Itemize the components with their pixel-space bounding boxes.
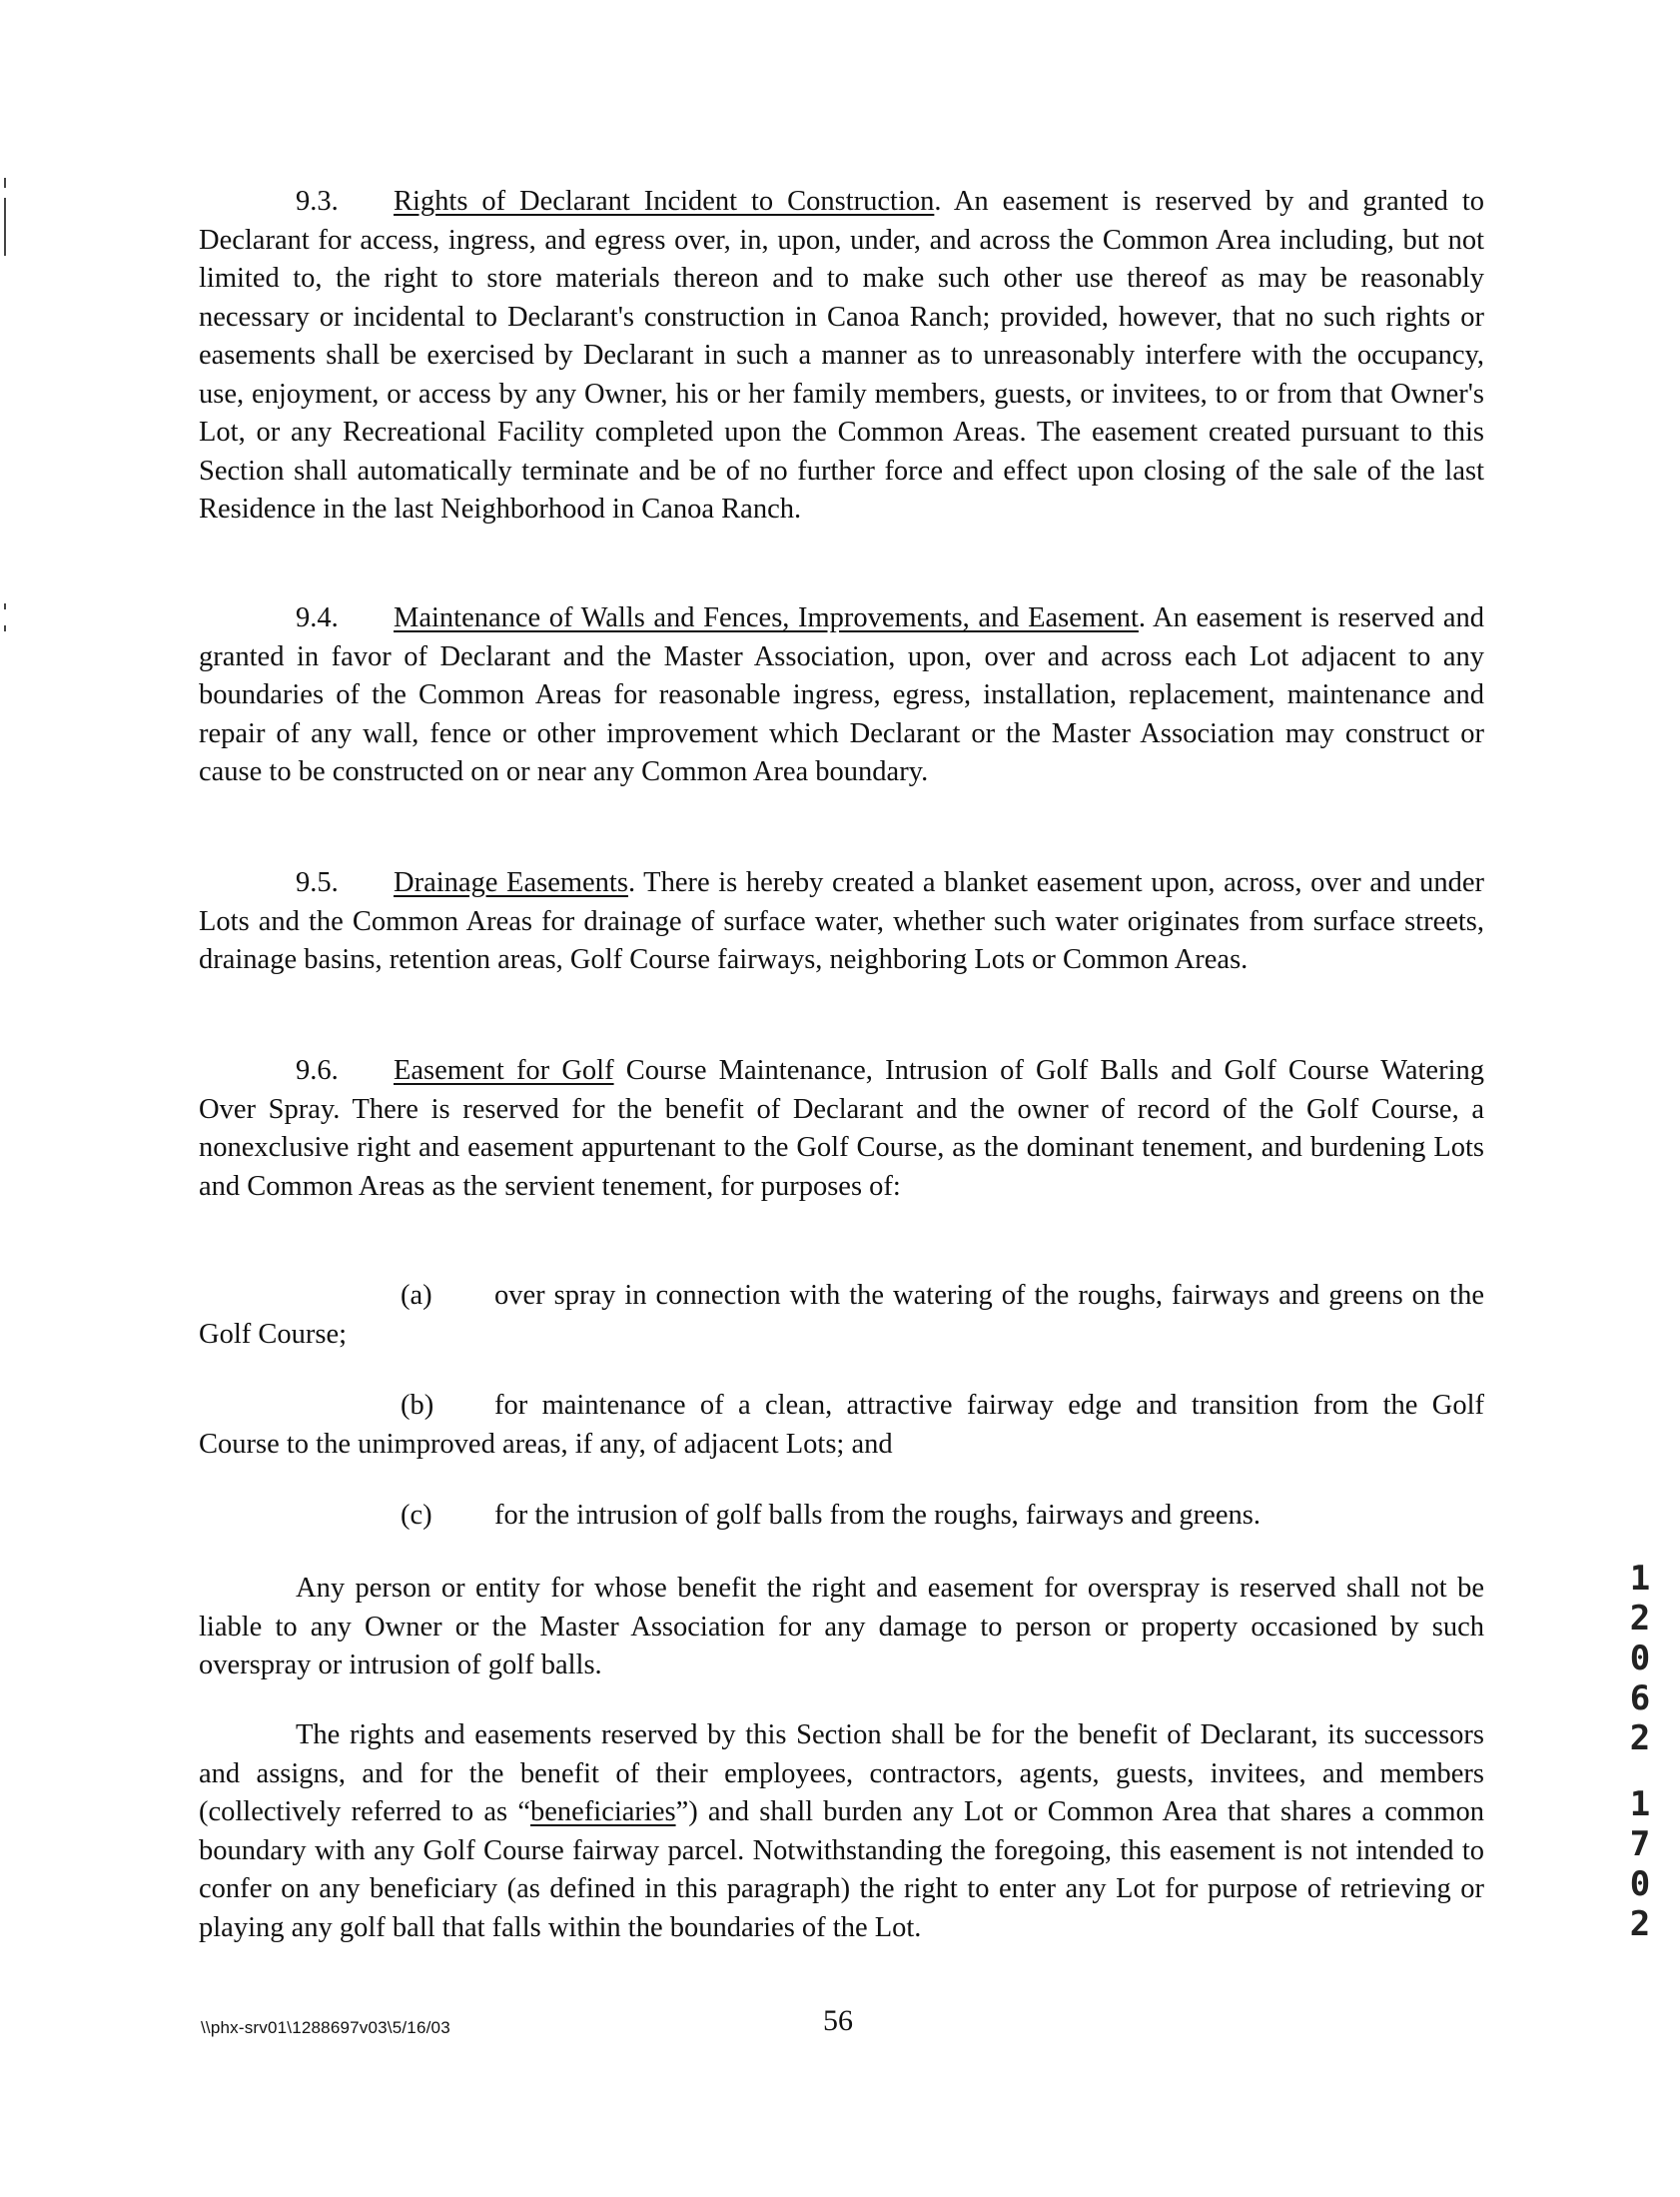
section-body: . An easement is reserved by and granted to Declarant for access, ingress, and egress over, in, upon, under, and across the Common Area including, but not limited to, the right to store materials thereon and to make such other use thereof as may be reasonably necessary or incidental to Declarant's construction in Canoa Ranch; provided, however, that no such rights or easements shall be exercised by Declarant in such a manner as to unreasonably interfere with the occupancy, use, enjoyment, or access by any Owner, his or her family members, guests, or invitees, to or from that Owner's Lot, or any Recreational Facility completed upon the Common Areas. The easement created pursuant to this Section shall automatically terminate and be of no further force and effect upon closing of the sale of the last Residence in the last Neighborhood in Canoa Ranch. [199, 186, 1484, 525]
section-9-5 [199, 864, 1484, 980]
section-body: . There is hereby created a blanket easement upon, across, over and under Lots and the Common Areas for drainage of surface water, whether such water originates from surface streets, drainage basins, retention areas, Golf Course fairways, neighboring Lots or Common Areas. [199, 867, 1484, 975]
paragraph-liability [199, 1570, 1484, 1685]
list-item-c [199, 1497, 1484, 1536]
stamp-digit: 2 [1629, 1718, 1651, 1758]
list-item-a [199, 1277, 1484, 1354]
list-item-text: for maintenance of a clean, attractive fairway edge and transition from the Golf Course to the unimproved areas, if any, of adjacent Lots; and [199, 1390, 1484, 1460]
list-item-label: (c) [401, 1500, 432, 1531]
list-item-text: over spray in connection with the watering of the roughs, fairways and greens on the Golf Course; [199, 1280, 1484, 1350]
recording-stamp [1620, 1559, 1660, 1944]
section-9-3 [199, 183, 1484, 530]
footer-document-path: \\phx-srv01\1288697v03\5/16/03 [201, 2018, 450, 2037]
stamp-digit: 1 [1629, 1559, 1651, 1599]
scan-mark [4, 625, 6, 631]
scan-mark [4, 198, 6, 256]
section-number: 9.3. [296, 186, 339, 217]
section-heading: Drainage Easements [394, 867, 628, 898]
scan-mark [4, 178, 6, 188]
section-9-6 [199, 1052, 1484, 1206]
stamp-digit: 0 [1629, 1639, 1651, 1678]
section-9-4 [199, 599, 1484, 792]
section-number: 9.5. [296, 867, 339, 898]
list-item-label: (a) [401, 1280, 432, 1311]
section-heading: Maintenance of Walls and Fences, Improvements, and Easement [394, 602, 1139, 633]
list-item-text: for the intrusion of golf balls from the roughs, fairways and greens. [494, 1500, 1260, 1531]
section-number: 9.4. [296, 602, 339, 633]
scan-mark [4, 603, 6, 609]
section-heading: Easement for Golf [394, 1055, 614, 1086]
section-body: Course Maintenance, Intrusion of Golf Balls and Golf Course Watering Over Spray. There is reserved for the benefit of Declarant and the owner of record of the Golf Course, a nonexclusive right and easement appurtenant to the Golf Course, as the dominant tenement, and burdening Lots and Common Areas as the servient tenement, for purposes of: [199, 1055, 1484, 1202]
section-body: . An easement is reserved and granted in favor of Declarant and the Master Association, upon, over and across each Lot adjacent to any boundaries of the Common Areas for reasonable ingress, egress, installation, replacement, maintenance and repair of any wall, fence or other improvement which Declarant or the Master Association may construct or cause to be constructed on or near any Common Area boundary. [199, 602, 1484, 787]
stamp-digit: 0 [1629, 1864, 1651, 1904]
stamp-digit: 2 [1629, 1599, 1651, 1639]
defined-term: beneficiaries [529, 1796, 676, 1827]
stamp-digit: 7 [1629, 1824, 1651, 1864]
paragraph-rights [199, 1716, 1484, 1947]
list-item-label: (b) [401, 1390, 434, 1421]
page-number: 56 [823, 2004, 853, 2037]
list-item-b [199, 1387, 1484, 1464]
paragraph-text: Any person or entity for whose benefit the right and easement for overspray is reserved shall not be liable to any Owner or the Master Association for any damage to person or property occasioned by such overspray or intrusion of golf balls. [199, 1573, 1484, 1680]
stamp-digit: 6 [1629, 1678, 1651, 1718]
section-number: 9.6. [296, 1055, 339, 1086]
paragraph-text: ”) and shall burden any Lot or Common Area that shares a common boundary with any Golf Course fairway parcel. Notwithstanding the foregoing, this easement is not intended to confer on any beneficiary (as defined in this paragraph) the right to enter any Lot for purpose of retrieving or playing any golf ball that falls within the boundaries of the Lot. [199, 1796, 1484, 1943]
stamp-digit: 1 [1629, 1784, 1651, 1824]
stamp-digit: 2 [1629, 1904, 1651, 1944]
paragraph-text: The rights and easements reserved by this Section shall be for the benefit of Declarant, its successors and assigns, and for the benefit of their employees, contractors, agents, guests, invitees, and members (collectively referred to as “ [199, 1719, 1484, 1827]
section-heading: Rights of Declarant Incident to Construction [394, 186, 935, 217]
